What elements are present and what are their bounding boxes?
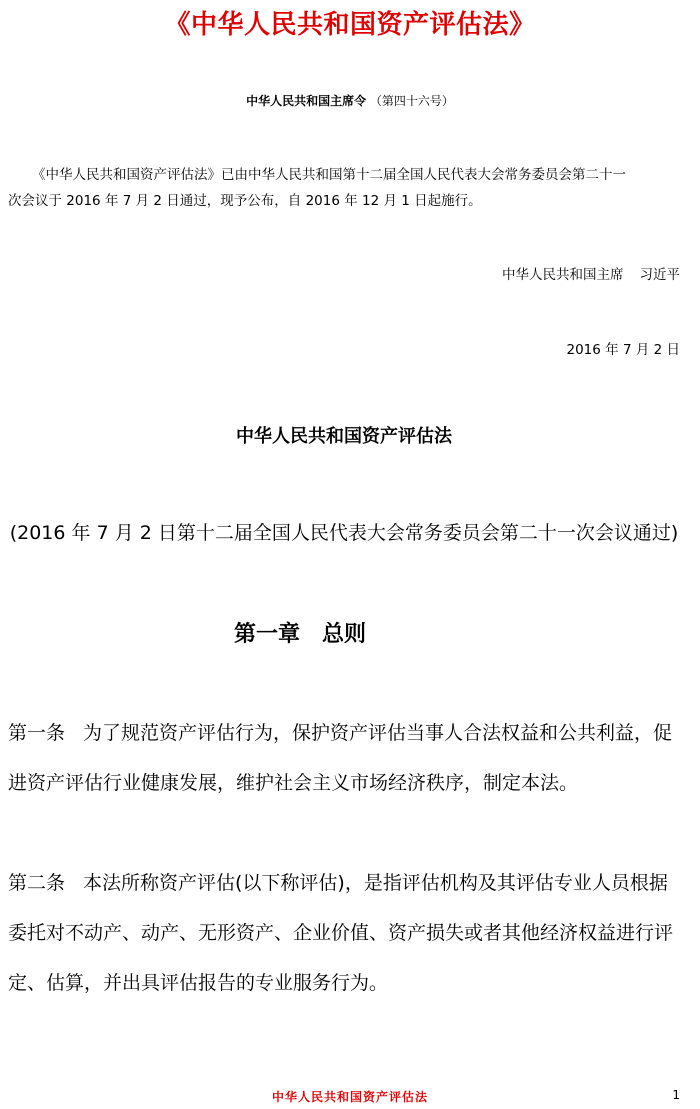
- footer-title: 中华人民共和国资产评估法: [271, 1090, 428, 1104]
- article-1-text-1: 为了规范资产评估行为，保护资产评估当事人合法权益和公共利益，促: [83, 722, 673, 744]
- signer-name: 习近平: [639, 267, 680, 283]
- signature-line: [502, 263, 680, 283]
- article-1-line-1: [8, 718, 680, 745]
- chapter-heading: [0, 617, 600, 648]
- document-title: 《中华人民共和国资产评估法》: [164, 10, 536, 40]
- article-1-line-2: 进资产评估行业健康发展，维护社会主义市场经济秩序，制定本法。: [8, 772, 579, 794]
- page-number: 1: [672, 1088, 680, 1102]
- chapter-name: 总则: [322, 622, 367, 647]
- adoption-note: (2016 年 7 月 2 日第十二届全国人民代表大会常务委员会第二十一次会议通过): [9, 522, 679, 544]
- article-1-number: 第一条: [8, 722, 66, 744]
- article-2-text-1: 本法所称资产评估(以下称评估)，是指评估机构及其评估专业人员根据: [83, 872, 668, 894]
- chapter-number: 第一章: [233, 622, 300, 647]
- signer-title: 中华人民共和国主席: [502, 267, 624, 283]
- article-2-line-1: [8, 868, 680, 895]
- article-2-line-2: 委托对不动产、动产、无形资产、企业价值、资产损失或者其他经济权益进行评: [8, 922, 674, 944]
- article-2-line-3: 定、估算，并出具评估报告的专业服务行为。: [8, 972, 389, 994]
- intro-line-1: 《中华人民共和国资产评估法》已由中华人民共和国第十二届全国人民代表大会常务委员会第二十一: [32, 167, 626, 183]
- sign-date: 2016 年 7 月 2 日: [566, 342, 680, 358]
- intro-line-2: 次会议于 2016 年 7 月 2 日通过，现予公布，自 2016 年 12 月 1 日起施行。: [8, 193, 482, 209]
- article-2-number: 第二条: [8, 872, 66, 894]
- order-label: 中华人民共和国主席令: [246, 94, 367, 108]
- law-title: 中华人民共和国资产评估法: [236, 426, 452, 447]
- presidential-order: [0, 92, 700, 109]
- order-number: （第四十六号）: [369, 94, 454, 108]
